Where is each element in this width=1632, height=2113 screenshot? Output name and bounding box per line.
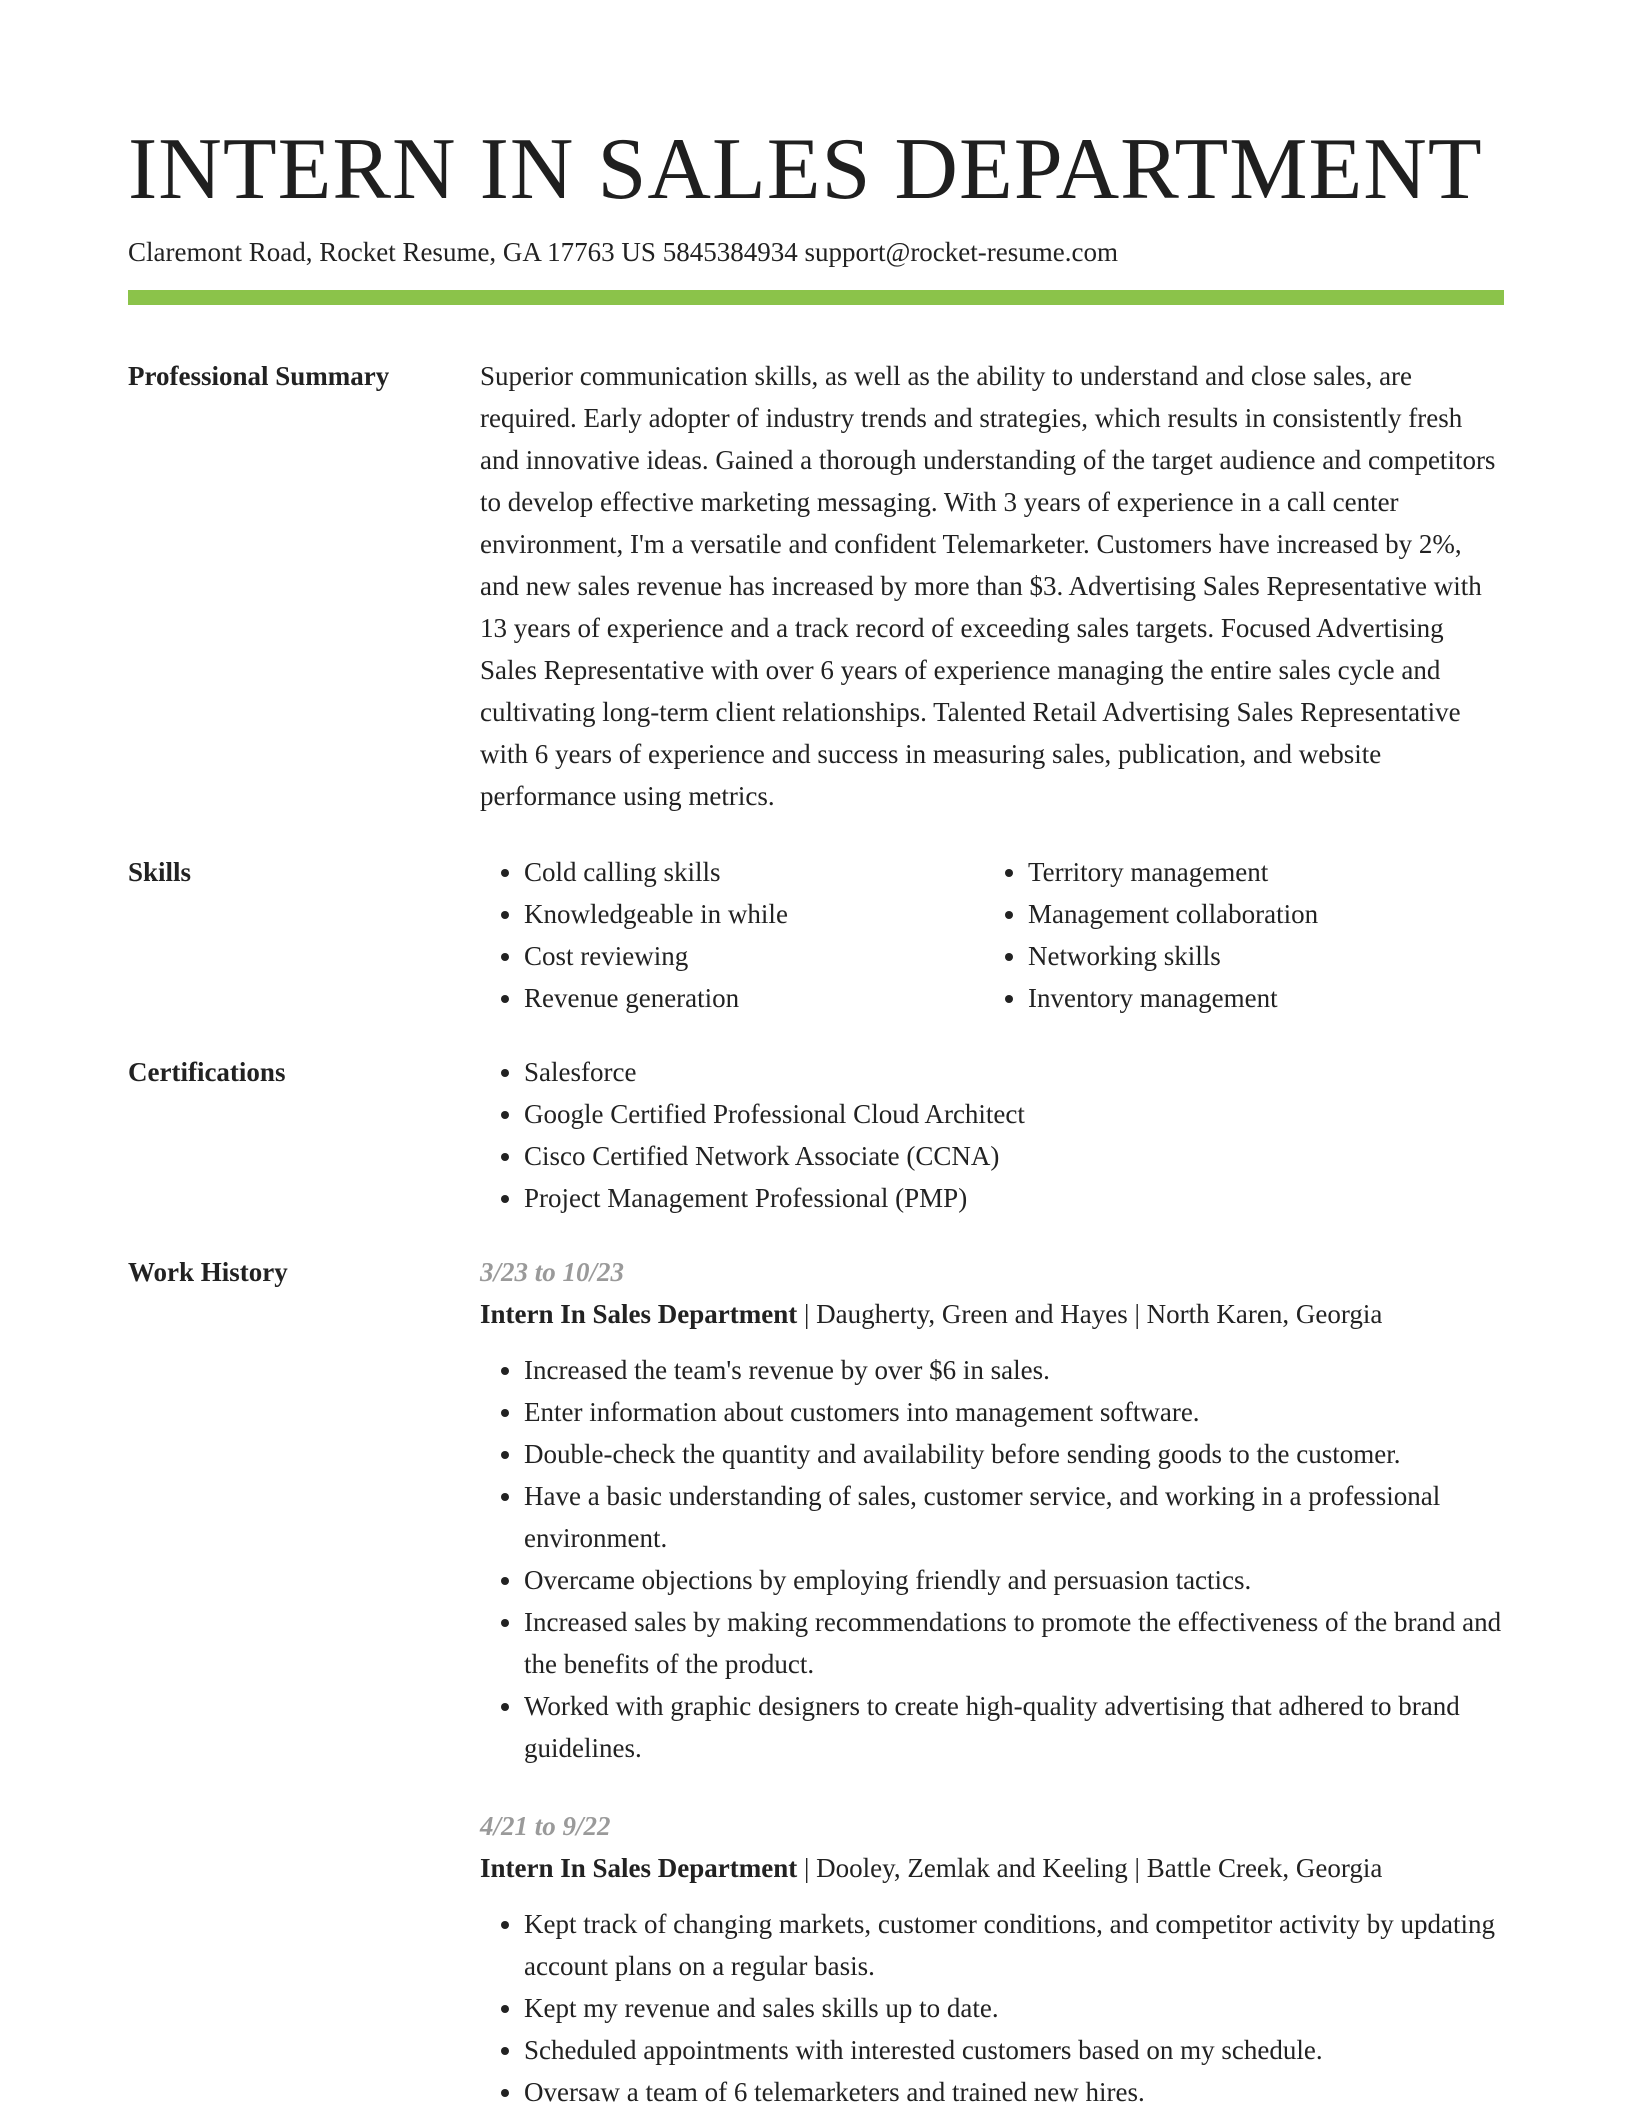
- job-heading: [480, 1293, 1504, 1335]
- skill-item: • Knowledgeable in while: [524, 893, 984, 935]
- certification-item: • Salesforce: [524, 1051, 1504, 1093]
- skill-item: • Networking skills: [1028, 935, 1488, 977]
- job-bullet: • Increased sales by making recommendations to promote the effectiveness of the brand and the benefits of the product.: [524, 1601, 1504, 1685]
- skill-item: • Inventory management: [1028, 977, 1488, 1019]
- contact-info: Claremont Road, Rocket Resume, GA 17763 US 5845384934 support@rocket-resume.com: [128, 237, 1118, 267]
- job-entry: [480, 1251, 1504, 1769]
- certification-item: • Google Certified Professional Cloud Architect: [524, 1093, 1504, 1135]
- skill-item: • Revenue generation: [524, 977, 984, 1019]
- certification-item: • Project Management Professional (PMP): [524, 1177, 1504, 1219]
- skill-item: • Cold calling skills: [524, 851, 984, 893]
- job-bullets: [480, 1903, 1504, 2113]
- job-bullet: • Overcame objections by employing friendly and persuasion tactics.: [524, 1559, 1504, 1601]
- job-bullets: [480, 1349, 1504, 1769]
- section-label: Skills: [128, 857, 192, 887]
- accent-divider: [128, 290, 1504, 305]
- job-bullet: • Kept track of changing markets, customer conditions, and competitor activity by updating account plans on a regular basis.: [524, 1903, 1504, 1987]
- skills-column-right: [984, 851, 1488, 1019]
- job-title: Intern In Sales Department: [480, 1299, 798, 1329]
- job-title: Intern In Sales Department: [480, 1853, 798, 1883]
- candidate-name: INTERN IN SALES DEPARTMENT: [128, 121, 1483, 218]
- skill-item: • Territory management: [1028, 851, 1488, 893]
- skills-list-right: [984, 851, 1488, 1019]
- work-history-body: [480, 1251, 1504, 2113]
- job-bullet: • Double-check the quantity and availability before sending goods to the customer.: [524, 1433, 1504, 1475]
- job-employer-location: | Dooley, Zemlak and Keeling | Battle Creek, Georgia: [797, 1853, 1383, 1883]
- job-bullet: • Kept my revenue and sales skills up to date.: [524, 1987, 1504, 2029]
- job-bullet: • Scheduled appointments with interested customers based on my schedule.: [524, 2029, 1504, 2071]
- skills-section: [128, 851, 1504, 1019]
- job-bullet: • Enter information about customers into management software.: [524, 1391, 1504, 1433]
- job-entry: [480, 1805, 1504, 2113]
- job-dates: 3/23 to 10/23: [480, 1257, 625, 1287]
- section-label: Certifications: [128, 1057, 286, 1087]
- skills-column-left: [480, 851, 984, 1019]
- job-bullet: • Have a basic understanding of sales, customer service, and working in a professional environment.: [524, 1475, 1504, 1559]
- work-history-section: [128, 1251, 1504, 2113]
- section-label: Professional Summary: [128, 361, 390, 391]
- skill-item: • Cost reviewing: [524, 935, 984, 977]
- certifications-section: [128, 1051, 1504, 1219]
- summary-text: Superior communication skills, as well as the ability to understand and close sales, are required. Early adopter of industry trends and strategies, which results in consistently fresh and innovative ideas. Gained a thorough understanding of the target audience and competitors to develop effective marketing messaging. With 3 years of experience in a call center environment, I'm a versatile and confident Telemarketer. Customers have increased by 2%, and new sales revenue has increased by more than $3. Advertising Sales Representative with 13 years of experience and a track record of exceeding sales targets. Focused Advertising Sales Representative with over 6 years of experience managing the entire sales cycle and cultivating long-term client relationships. Talented Retail Advertising Sales Representative with 6 years of experience and success in measuring sales, publication, and website performance using metrics.: [480, 361, 1496, 811]
- resume-page: [128, 118, 1504, 2113]
- job-bullet: • Worked with graphic designers to create high-quality advertising that adhered to brand guidelines.: [524, 1685, 1504, 1769]
- job-dates: 4/21 to 9/22: [480, 1811, 611, 1841]
- job-bullet: • Oversaw a team of 6 telemarketers and trained new hires.: [524, 2071, 1504, 2113]
- skill-item: • Management collaboration: [1028, 893, 1488, 935]
- certifications-body: [480, 1051, 1504, 1219]
- skills-list-left: [480, 851, 984, 1019]
- professional-summary-section: [128, 355, 1504, 817]
- job-employer-location: | Daugherty, Green and Hayes | North Karen, Georgia: [797, 1299, 1383, 1329]
- skills-grid: [480, 851, 1504, 1019]
- certification-item: • Cisco Certified Network Associate (CCNA): [524, 1135, 1504, 1177]
- certifications-list: [480, 1051, 1504, 1219]
- section-label: Work History: [128, 1257, 288, 1287]
- job-heading: [480, 1847, 1504, 1889]
- skills-body: [480, 851, 1504, 1019]
- job-bullet: • Increased the team's revenue by over $6 in sales.: [524, 1349, 1504, 1391]
